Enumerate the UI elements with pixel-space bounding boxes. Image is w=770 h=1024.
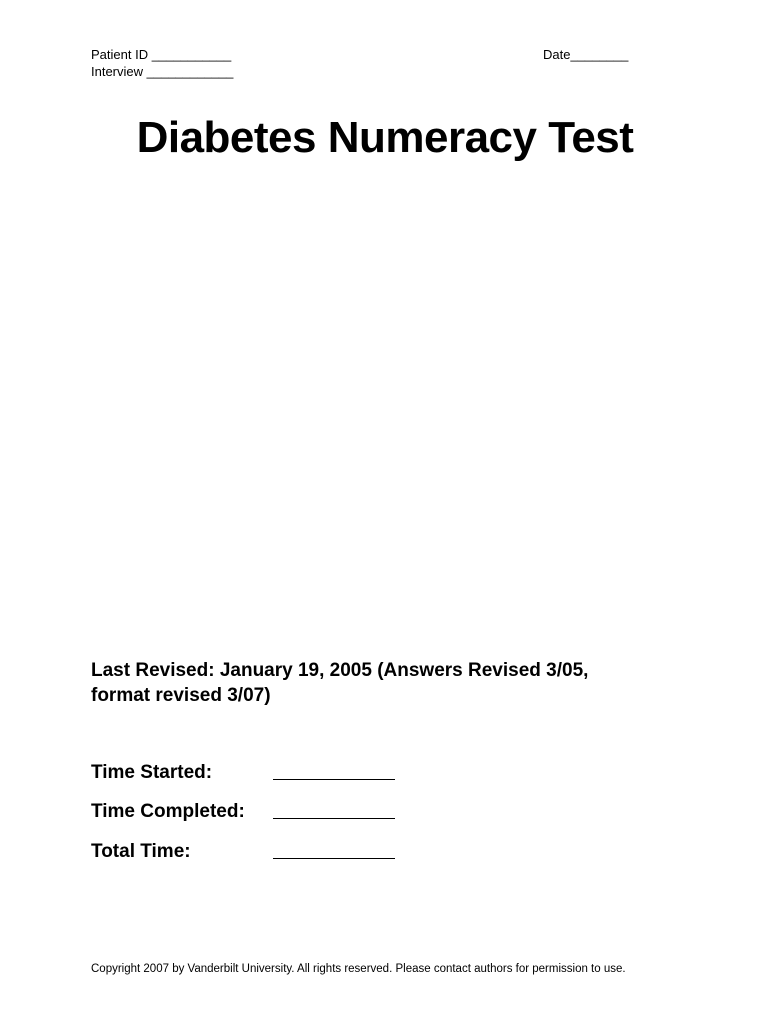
time-started-label: Time Started: xyxy=(91,762,213,783)
time-completed-label: Time Completed: xyxy=(91,801,245,822)
revision-note xyxy=(91,658,711,708)
total-time-label: Total Time: xyxy=(91,841,191,862)
time-completed-blank xyxy=(273,818,395,819)
copyright-notice: Copyright 2007 by Vanderbilt University. All rights reserved. Please contact authors for permission to use. xyxy=(91,963,626,975)
revision-line-1: Last Revised: January 19, 2005 (Answers Revised 3/05, xyxy=(91,660,589,681)
page-title: Diabetes Numeracy Test xyxy=(136,113,634,162)
time-completed-row xyxy=(91,800,411,826)
revision-line-2: format revised 3/07) xyxy=(91,685,271,706)
total-time-blank xyxy=(273,858,395,859)
total-time-row xyxy=(91,840,411,866)
interview-field: Interview ____________ xyxy=(91,64,234,79)
date-field: Date________ xyxy=(543,47,629,62)
time-started-blank xyxy=(273,779,395,780)
patient-id-field: Patient ID ___________ xyxy=(91,47,232,62)
time-started-row xyxy=(91,761,411,787)
